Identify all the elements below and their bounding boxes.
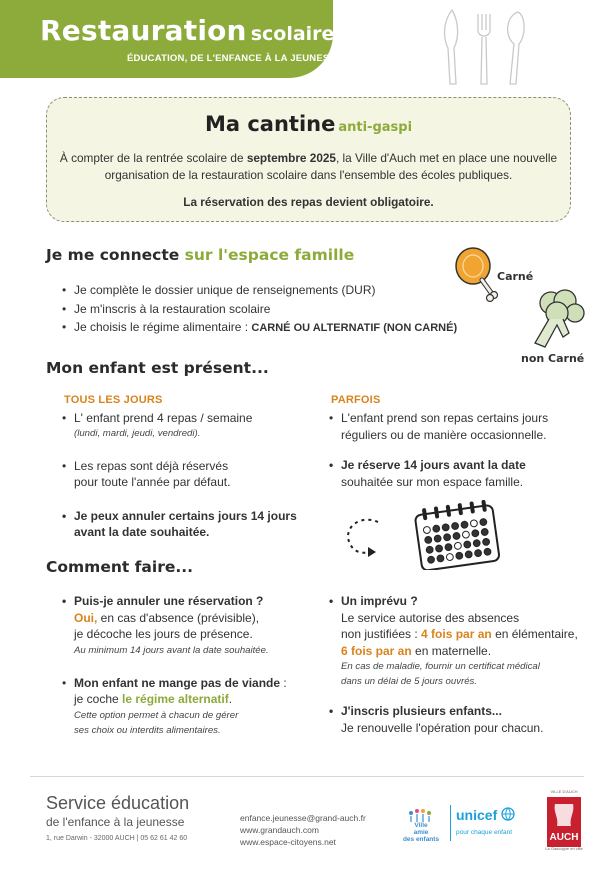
note-text: En cas de maladie, fournir un certificat médical bbox=[341, 661, 540, 672]
unicef-text: unicef bbox=[456, 807, 498, 823]
present-right-block bbox=[329, 410, 548, 490]
dashed-arrow-path bbox=[348, 520, 378, 553]
list-item-cont: je décoche les jours de présence. bbox=[74, 627, 253, 641]
intro-text-date: septembre 2025 bbox=[246, 151, 336, 165]
present-left-block bbox=[62, 410, 297, 541]
list-item-cont: Je renouvelle l'opération pour chacun. bbox=[341, 720, 544, 735]
footer-divider bbox=[30, 776, 584, 777]
intro-title: Ma cantine bbox=[204, 112, 336, 136]
list-item-text: Je m'inscris à la restauration scolaire bbox=[74, 301, 271, 316]
drumstick-icon bbox=[452, 244, 502, 304]
cutlery-icon bbox=[430, 6, 560, 86]
calendar-day bbox=[473, 539, 481, 547]
list-item-text: en cas d'absence (prévisible), bbox=[97, 610, 260, 625]
calendar-day bbox=[446, 553, 454, 561]
list-item: • Mon enfant ne mange pas de viande : bbox=[62, 675, 287, 690]
calendar-day bbox=[442, 524, 450, 532]
list-item: • J'inscris plusieurs enfants... bbox=[329, 704, 502, 718]
list-item-text: Mon enfant ne mange pas de viande bbox=[74, 675, 281, 690]
page-title bbox=[40, 14, 334, 47]
email-link[interactable]: enfance.jeunesse@grand-auch.fr bbox=[240, 813, 366, 823]
regime-alternatif-text: le régime alternatif bbox=[122, 692, 229, 706]
header-banner bbox=[0, 0, 343, 78]
logo-divider bbox=[450, 805, 451, 841]
ville-text-l2: amie bbox=[413, 829, 429, 836]
list-item-text: Puis-je annuler une réservation ? bbox=[74, 594, 264, 608]
text: . bbox=[228, 692, 233, 706]
list-item-cont: souhaitée sur mon espace famille. bbox=[341, 474, 524, 489]
list-item: • Je complète le dossier unique de renseignements (DUR) bbox=[62, 283, 376, 297]
list-item-text: L' enfant prend 4 repas / semaine bbox=[74, 411, 253, 425]
calendar-day bbox=[423, 526, 431, 534]
auch-logo-icon bbox=[545, 792, 583, 852]
calendar-day bbox=[461, 521, 469, 529]
header-subtitle: ÉDUCATION, DE L'ENFANCE À LA JEUNESSE bbox=[127, 53, 343, 64]
footer-service-subtitle: de l'enfance à la jeunesse bbox=[46, 815, 185, 829]
label-carne: Carné bbox=[497, 270, 534, 283]
ville-amie-text bbox=[398, 822, 444, 843]
note-text: Cette option permet à chacun de gérer bbox=[74, 709, 239, 721]
list-item-cont bbox=[62, 610, 287, 627]
text: en maternelle. bbox=[411, 643, 492, 658]
calendar-day bbox=[454, 542, 462, 550]
calendar-day bbox=[453, 532, 461, 540]
heading-parfois: PARFOIS bbox=[331, 394, 381, 406]
highlight-text: 6 fois par an bbox=[341, 643, 412, 658]
intro-text-after: , la Ville d'Auch met en place une nouvelle organisation de la restauration scolaire dans l'ensemble des écoles publiques. bbox=[104, 151, 558, 182]
connect-title-a: Je me connecte bbox=[46, 246, 180, 264]
list-item: • Je choisis le régime alimentaire : CARNÉ OU ALTERNATIF (NON CARNÉ) bbox=[62, 320, 458, 334]
list-item-cont bbox=[329, 626, 578, 643]
list-item-text: Je peux annuler certains jours 14 jours bbox=[74, 508, 297, 523]
list-item-text: Un imprévu ? bbox=[341, 594, 418, 608]
calendar-day bbox=[482, 538, 490, 546]
calendar-day bbox=[474, 549, 482, 557]
note-text: (lundi, mardi, jeudi, vendredi). bbox=[74, 427, 201, 439]
calendar-day bbox=[479, 518, 487, 526]
calendar-day bbox=[437, 555, 445, 563]
footer-address: 1, rue Darwin - 32000 AUCH | 05 62 61 42 60 bbox=[46, 835, 188, 842]
list-item-cont: avant la date souhaitée. bbox=[74, 525, 210, 539]
auch-name: AUCH bbox=[549, 832, 579, 843]
section-connect-title bbox=[46, 246, 354, 264]
list-item: • L'enfant prend son repas certains jours bbox=[329, 411, 549, 425]
calendar-day bbox=[427, 556, 435, 564]
ville-text-l3: des enfants bbox=[402, 836, 440, 843]
list-item-cont bbox=[62, 691, 287, 708]
list-item-text: L'enfant prend son repas certains jours bbox=[341, 411, 549, 425]
list-item: • Un imprévu ? bbox=[329, 594, 418, 608]
list-item-text: J'inscris plusieurs enfants... bbox=[341, 704, 502, 718]
intro-title-accent: anti-gaspi bbox=[338, 120, 413, 135]
list-item-text: Je complète le dossier unique de renseignements (DUR) bbox=[74, 283, 376, 297]
note-text: ses choix ou interdits alimentaires. bbox=[74, 724, 221, 736]
calendar-day bbox=[434, 535, 442, 543]
text: je coche bbox=[74, 692, 123, 706]
list-item: • Je peux annuler certains jours 14 jours bbox=[62, 508, 297, 523]
note-text: dans un délai de 5 jours ouvrés. bbox=[341, 676, 477, 687]
calendar-day bbox=[451, 522, 459, 530]
footer-links bbox=[240, 812, 366, 848]
calendar-day bbox=[435, 545, 443, 553]
calendar-day bbox=[445, 543, 453, 551]
list-item: • Puis-je annuler une réservation ? bbox=[62, 594, 264, 608]
calendar-day bbox=[424, 536, 432, 544]
intro-paragraph bbox=[55, 150, 562, 184]
how-right-block bbox=[329, 593, 578, 736]
title-main: Restauration bbox=[40, 14, 247, 47]
calendar-day bbox=[455, 552, 463, 560]
text: en élémentaire, bbox=[491, 627, 578, 641]
calendar-day bbox=[463, 541, 471, 549]
connect-title-b: sur l'espace famille bbox=[184, 246, 355, 264]
connect-list bbox=[62, 281, 457, 338]
note-text: Au minimum 14 jours avant la date souhaitée. bbox=[74, 644, 269, 656]
calendar-day bbox=[484, 548, 492, 556]
list-item-text: Je réserve 14 jours avant la date bbox=[341, 458, 526, 472]
calendar-icon bbox=[338, 500, 503, 570]
calendar-day bbox=[443, 533, 451, 541]
calendar-day bbox=[471, 529, 479, 537]
calendar-day bbox=[462, 531, 470, 539]
list-item: • Les repas sont déjà réservés bbox=[62, 458, 229, 473]
espace-citoyens-link[interactable]: www.espace-citoyens.net bbox=[240, 837, 336, 847]
calendar-day bbox=[470, 520, 478, 528]
list-item: • L' enfant prend 4 repas / semaine bbox=[62, 411, 253, 425]
oui-text: Oui, bbox=[74, 610, 98, 625]
intro-heading bbox=[47, 112, 570, 136]
calendar-day bbox=[426, 546, 434, 554]
section-how-title: Comment faire... bbox=[46, 558, 194, 576]
list-item-cont: réguliers ou de manière occasionnelle. bbox=[341, 427, 547, 442]
calendar-day bbox=[465, 551, 473, 559]
globe-icon bbox=[501, 807, 515, 821]
unicef-logo bbox=[456, 807, 515, 823]
auch-top-text: VILLE D'AUCH bbox=[550, 789, 578, 794]
intro-obligatory: La réservation des repas devient obligatoire. bbox=[183, 195, 434, 209]
text: non justifiées : bbox=[341, 627, 422, 641]
intro-text-before: À compter de la rentrée scolaire de bbox=[59, 151, 247, 165]
website-link[interactable]: www.grandauch.com bbox=[240, 825, 319, 835]
list-item: • Je réserve 14 jours avant la date bbox=[329, 458, 526, 472]
highlight-text: 4 fois par an bbox=[421, 627, 492, 641]
intro-box bbox=[46, 97, 571, 222]
label-non-carne: non Carné bbox=[521, 352, 585, 365]
how-left-block bbox=[62, 593, 287, 738]
footer-service-title: Service éducation bbox=[46, 793, 190, 813]
list-item-bold: CARNÉ OU ALTERNATIF (NON CARNÉ) bbox=[251, 322, 458, 334]
colon-text: : bbox=[280, 675, 287, 690]
section-present-title: Mon enfant est présent... bbox=[46, 359, 269, 377]
calendar-day bbox=[481, 528, 489, 536]
list-item: • Je m'inscris à la restauration scolaire bbox=[62, 301, 271, 316]
list-item-text: Je choisis le régime alimentaire : bbox=[74, 320, 252, 334]
list-item-cont: pour toute l'année par défaut. bbox=[74, 475, 231, 489]
title-sub: scolaire bbox=[250, 23, 335, 45]
calendar-body bbox=[414, 500, 500, 570]
broccoli-icon bbox=[527, 285, 587, 350]
auch-tagline: La Gascogne en ville bbox=[545, 846, 583, 851]
list-item-cont: Le service autorise des absences bbox=[341, 610, 520, 625]
ville-text-l1: Ville bbox=[414, 822, 428, 829]
arrow-head bbox=[368, 547, 376, 557]
unicef-tagline: pour chaque enfant bbox=[456, 829, 513, 836]
heading-tous-les-jours: TOUS LES JOURS bbox=[64, 394, 163, 406]
list-item-text: Les repas sont déjà réservés bbox=[74, 458, 229, 473]
calendar-day bbox=[432, 525, 440, 533]
list-item-cont bbox=[329, 643, 578, 660]
